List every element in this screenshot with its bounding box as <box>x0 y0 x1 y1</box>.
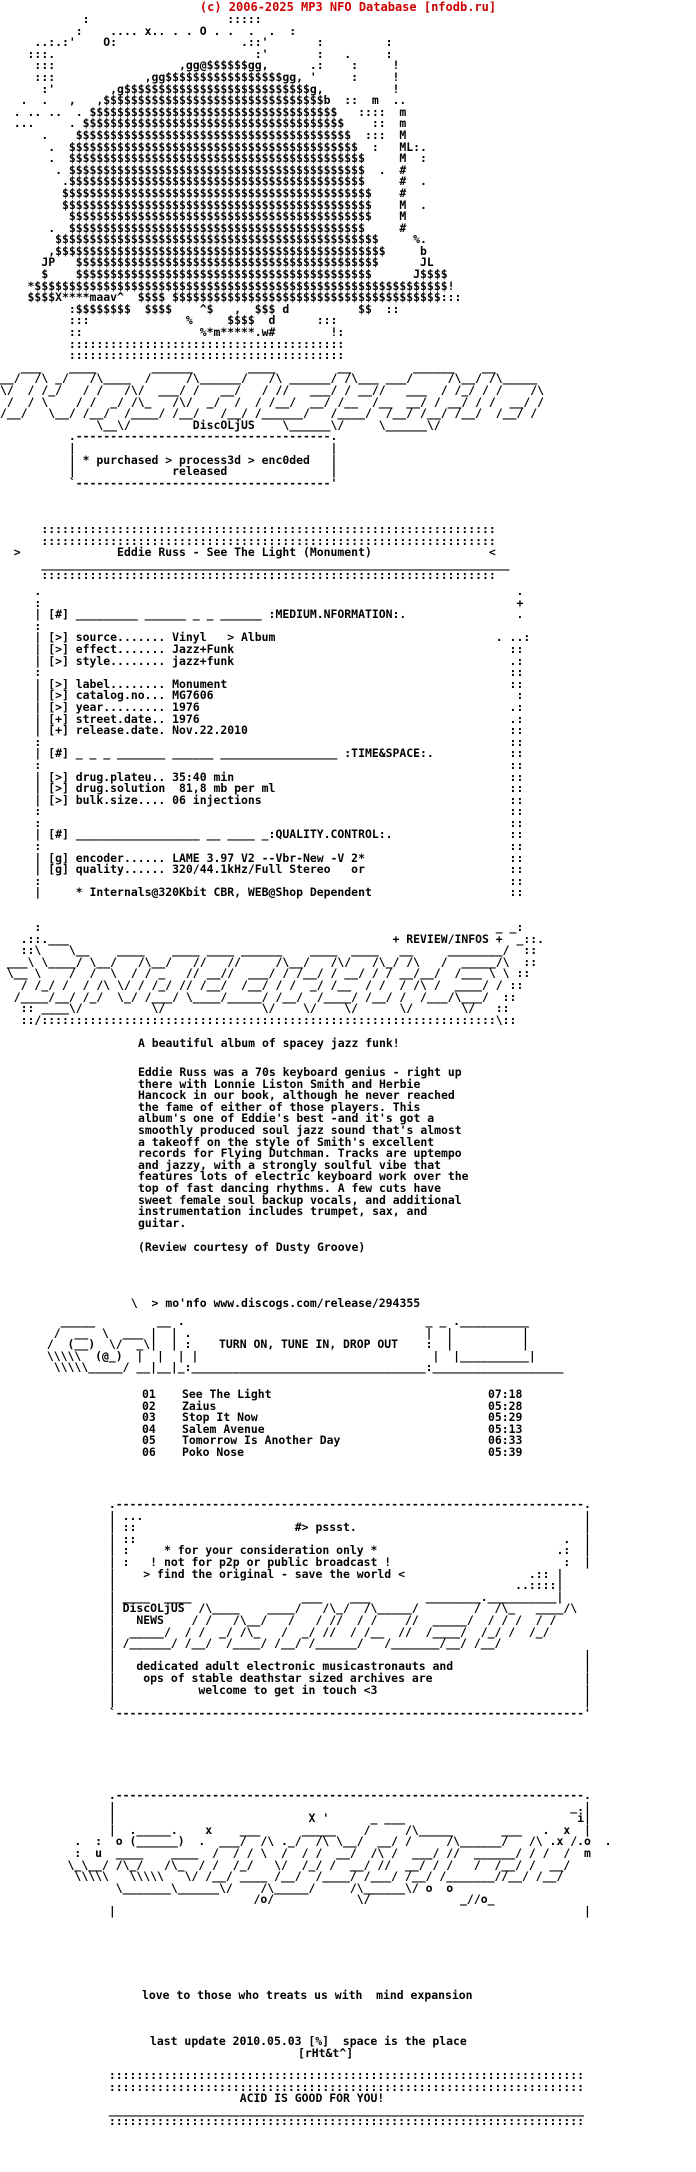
track-title: Stop It Now <box>182 1410 258 1425</box>
last-update: last update 2010.05.03 [%] space is the place <box>150 2034 467 2048</box>
track-row <box>0 1389 696 1401</box>
track-duration: 05:13 <box>488 1421 523 1436</box>
review-title: A beautiful album of spacey jazz funk! <box>138 1036 400 1050</box>
track-number: 04 <box>142 1421 156 1436</box>
track-title: Poko Nose <box>182 1445 244 1459</box>
track-duration: 05:28 <box>488 1398 523 1413</box>
track-number: 05 <box>142 1433 156 1448</box>
review-header-art: : _ _: .::.___ + REVIEW/INFOS + _::. ::\ \__ ____ ____ ____ ______ ____ ____ __ ________/ :: ___\ \____/ \__/ /\__/ // // /\__/ /\/ /\_/ /\ / _____/\ :: \__ \ / / \ / / _ // __// ___/ / /__/ / __/ / / __/__/ /___ \ \ :: / /_/ / / /\ \/ / /_/ // /__/ /__/ / / _/ /__ / / / /\ / ____/ / :: /____/__/ /_/ \_/ /___/ \____/_____/ /__/ /____/ /__/ / /___/\___/ :: :: ____\/ \/ \/ \/ \/ \/ \/ :: ::/::::::::::::::::::::::::::::::::::::::::::::::::::::::::::::::::::\:: <box>6 920 544 1027</box>
track-row <box>0 1421 696 1436</box>
track-number: 06 <box>142 1445 156 1459</box>
release-title-block: :::::::::::::::::::::::::::::::::::::::::::::::::::::::::::::::::: :::::::::::::::::::::::::::::::::::::::::::::::::::::::::::::::::: > Eddie Russ - See The Light (Monument) < ____________________________________________________________________ :::::::::::::::::::::::::::::::::::::::::::::::::::::::::::::::::: <box>13 522 510 583</box>
footer-art: .--------------------------------------------------------------------. | _.| | X ' _ ___ i| | ._____. x ___ _____ / /\_____ ___ . x | . : o (______) . ___/ /\ ._/ /\ \__/ __/ / /\______/ /\ .x /.o . : u ____ ____ / / / \ / / / __/ /\ / ___/ // ______/ / / / m \_\__/ /\_/ /\_ / / /_/ \/ /_/ / __/ // __/ / / / /__/ / __/ \\\\\ \\\\\ \/ /__/ ____ /__/ /____/ /___/ /__/ /_______//__/ /__/ \_______\______\/ /\_____/ /\______\/ o o /o/ \/ _//o_ | | <box>67 1788 612 1918</box>
review-credit: (Review courtesy of Dusty Groove) <box>138 1240 366 1254</box>
track-row <box>0 1435 696 1447</box>
nfo-art-top: : ::::: : .... x.. . . O . . . . : ..:.:' O: .::' : : :::. :' : . : ::: ,gg@$$$$$$gg, .: : ! ::: ,gg$$$$$$$$$$$$$$$$$gg, ' : ! :' ,g$$$$$$$$$$$$$$$$$$$$$$$$$$$g, ! . . , ,$$$$$$$$$$$$$$$$$$$$$$$$$$$$$$$$b :: m .. . .. .. . $$$$$$$$$$$$$$$$$$$$$$$$$$$$$$$$$$$$ :::: m ... . $$$$$$$$$$$$$$$$$$$$$$$$$$$$$$$$$$$$$$ :: m . $$$$$$$$$$$$$$$$$$$$$$$$$$$$$$$$$$$$$$$$ ::: M . $$$$$$$$$$$$$$$$$$$$$$$$$$$$$$$$$$$$$$$$$$ : ML:. . $$$$$$$$$$$$$$$$$$$$$$$$$$$$$$$$$$$$$$$$$$$ M : . $$$$$$$$$$$$$$$$$$$$$$$$$$$$$$$$$$$$$$$$$$$ . # .$$$$$$$$$$$$$$$$$$$$$$$$$$$$$$$$$$$$$$$$$$$ # . $$$$$$$$$$$$$$$$$$$$$$$$$$$$$$$$$$$$$$$$$$$$$ # $$$$$$$$$$$$$$$$$$$$$$$$$$$$$$$$$$$$$$$$$$$$$ M . $$$$$$$$$$$$$$$$$$$$$$$$$$$$$$$$$$$$$$$$$$$$ M . $$$$$$$$$$$$$$$$$$$$$$$$$$$$$$$$$$$$$$$$$$$ # $$$$$$$$$$$$$$$$$$$$$$$$$$$$$$$$$$$$$$$$$$$$$$$ %. ,$$$$$$$$$$$$$$$$$$$$$$$$$$$$$$$$$$$$$$$$$$$$$$$$ b JP $$$$$$$$$$$$$$$$$$$$$$$$$$$$$$$$$$$$$$$$$$$$ JL $ $$$$$$$$$$$$$$$$$$$$$$$$$$$$$$$$$$$$$$$$$$$ J$$$$ *$$$$$$$$$$$$$$$$$$$$$$$$$$$$$$$$$$$$$$$$$$$$$$$$$$$$$$$$$$$$! $$$$X****maav^ $$$$ $$$$$$$$$$$$$$$$$$$$$$$$$$$$$$$$$$$$$$$::: :$$$$$$$$ $$$$ ^$ , $$$ d $$ :: ::: % $$$$ d ::: :: %*m*****.w# !: :::::::::::::::::::::::::::::::::::::::: :::::::::::::::::::::::::::::::::::::::: ___ ____ ______ ____ __ ______ __ __/ /\ _/ /\____ / /\______/ /\ ______/ /\___ ___/ /\__/ /\_____ \/ / /_/ / / /\/ ___/ / __/ / // ___/ / __// ___ / /_/ / / /\ / / \ / / _/ /\_ /\/ _/ / / /__/ __/ /__ /__ __/ / __/ / / __/ / /__/ \__/ /__/ /____/ /__/ /__/ /______/ /____/ /__/ /__/ /__/ /__/ / \__\/ DiscOLjUS \______\/ \______\/ .-------------------------------------. | | | * purchased > process3d > enc0ded | | released | `-------------------------------------' <box>0 12 544 490</box>
track-duration: 05:29 <box>488 1410 523 1425</box>
discogs-link[interactable]: \ > mo'nfo www.discogs.com/release/294355 <box>124 1296 421 1310</box>
track-row <box>0 1412 696 1424</box>
track-row <box>0 1398 696 1413</box>
track-title: Zaius <box>182 1398 217 1413</box>
track-title: Salem Avenue <box>182 1421 265 1436</box>
signature: [rHt&t^] <box>298 2046 354 2060</box>
track-row <box>0 1447 696 1459</box>
page-header: (c) 2006-2025 MP3 NFO Database [nfodb.ru] <box>199 0 497 14</box>
closing-block: ::::::::::::::::::::::::::::::::::::::::::::::::::::::::::::::::::::: ::::::::::::::::::::::::::::::::::::::::::::::::::::::::::::::::::::: ACID IS GOOD FOR YOU! _____________________________________________________________________ ::::::::::::::::::::::::::::::::::::::::::::::::::::::::::::::::::::: <box>108 2068 584 2129</box>
track-title: See The Light <box>182 1387 272 1401</box>
review-body: Eddie Russ was a 70s keyboard genius - right up there with Lonnie Liston Smith and Herbie Hancock in our book, although he never reached the fame of either of those players. This album's one of Eddie's best -and it's got a smoothly produced soul jazz sound that's almost a takeoff on the style of Smith's excellent records for Flying Dutchman. Tracks are uptempo and jazzy, with a strongly soulful vibe that features lots of electric keyboard work over the top of fast dancing rhythms. A few cuts have sweet female soul backup vocals, and additional instrumentation includes trumpet, sax, and guitar. <box>138 1065 469 1230</box>
tune-in-box: _____ __ . _ _ .__________ / __ \ ___ | | . | | | / (__) \/ _\| | : TURN ON, TUNE IN, DROP OUT : | | \\\\\ (@_) | | | | | |__________| \\\\\_____/ __|__|_:__________________________________:___________________ <box>46 1314 564 1375</box>
pssst-box: .--------------------------------------------------------------------. | ... | | :: #> pssst. | | :: . | | : * for your consideration only * .: | | : ! not for p2p or public broadcast ! : | | > find the original - save the world < .:: | | ..::::| | ____ ____ ___ ___ ________.__________| | DiscOLjUS /\____ ____/ /\_/ /\_____/ / /\_ ____/\ | NEWS / / /\__/ / / // / / // _____/ / / / / / | _____/ / / _/ /\_ / _/ // / /__ // /____/ /_/ / /_/ | /______/ /__/ /____/ /__/ /______/ /_______/__/ /__/ | | | dedicated adult electronic musicastronauts and | | ops of stable deathstar sized archives are | | welcome to get in touch <3 | | | `--------------------------------------------------------------------' <box>108 1497 591 1720</box>
track-title: Tomorrow Is Another Day <box>182 1433 341 1448</box>
love-line: love to those who treats us with mind expansion <box>142 1988 473 2002</box>
track-number: 01 <box>142 1387 156 1401</box>
medium-information-block: . . : + | [#] _________ ______ _ _ ______ :MEDIUM.NFORMATION:. . : | [>] source....... Vinyl > Album . ..: | [>] effect....... Jazz+Funk :: | [>] style........ jazz+funk .: : :: | [>] label........ Monument :: | [>] catalog.no... MG7606 : | [>] year......... 1976 .: | [+] street.date.. 1976 .: | [+] release.date. Nov.22.2010 :: : :: | [#] _ _ _ _______ ______ _________________ :TIME&SPACE:. :: : :: | [>] drug.plateu.. 35:40 min :: | [>] drug.solution 81,8 mb per ml :: | [>] bulk.size.... 06 injections :: : :: : :: | [#] __________________ __ ____ _:QUALITY.CONTROL:. :: : :: | [g] encoder...... LAME 3.97 V2 --Vbr-New -V 2* :: | [g] quality...... 320/44.1kHz/Full Stereo or :: : :: | * Internals@320Kbit CBR, WEB@Shop Dependent :: <box>34 584 531 900</box>
track-number: 03 <box>142 1410 156 1425</box>
track-duration: 05:39 <box>488 1445 523 1459</box>
track-duration: 07:18 <box>488 1387 523 1401</box>
track-number: 02 <box>142 1398 156 1413</box>
track-duration: 06:33 <box>488 1433 523 1448</box>
